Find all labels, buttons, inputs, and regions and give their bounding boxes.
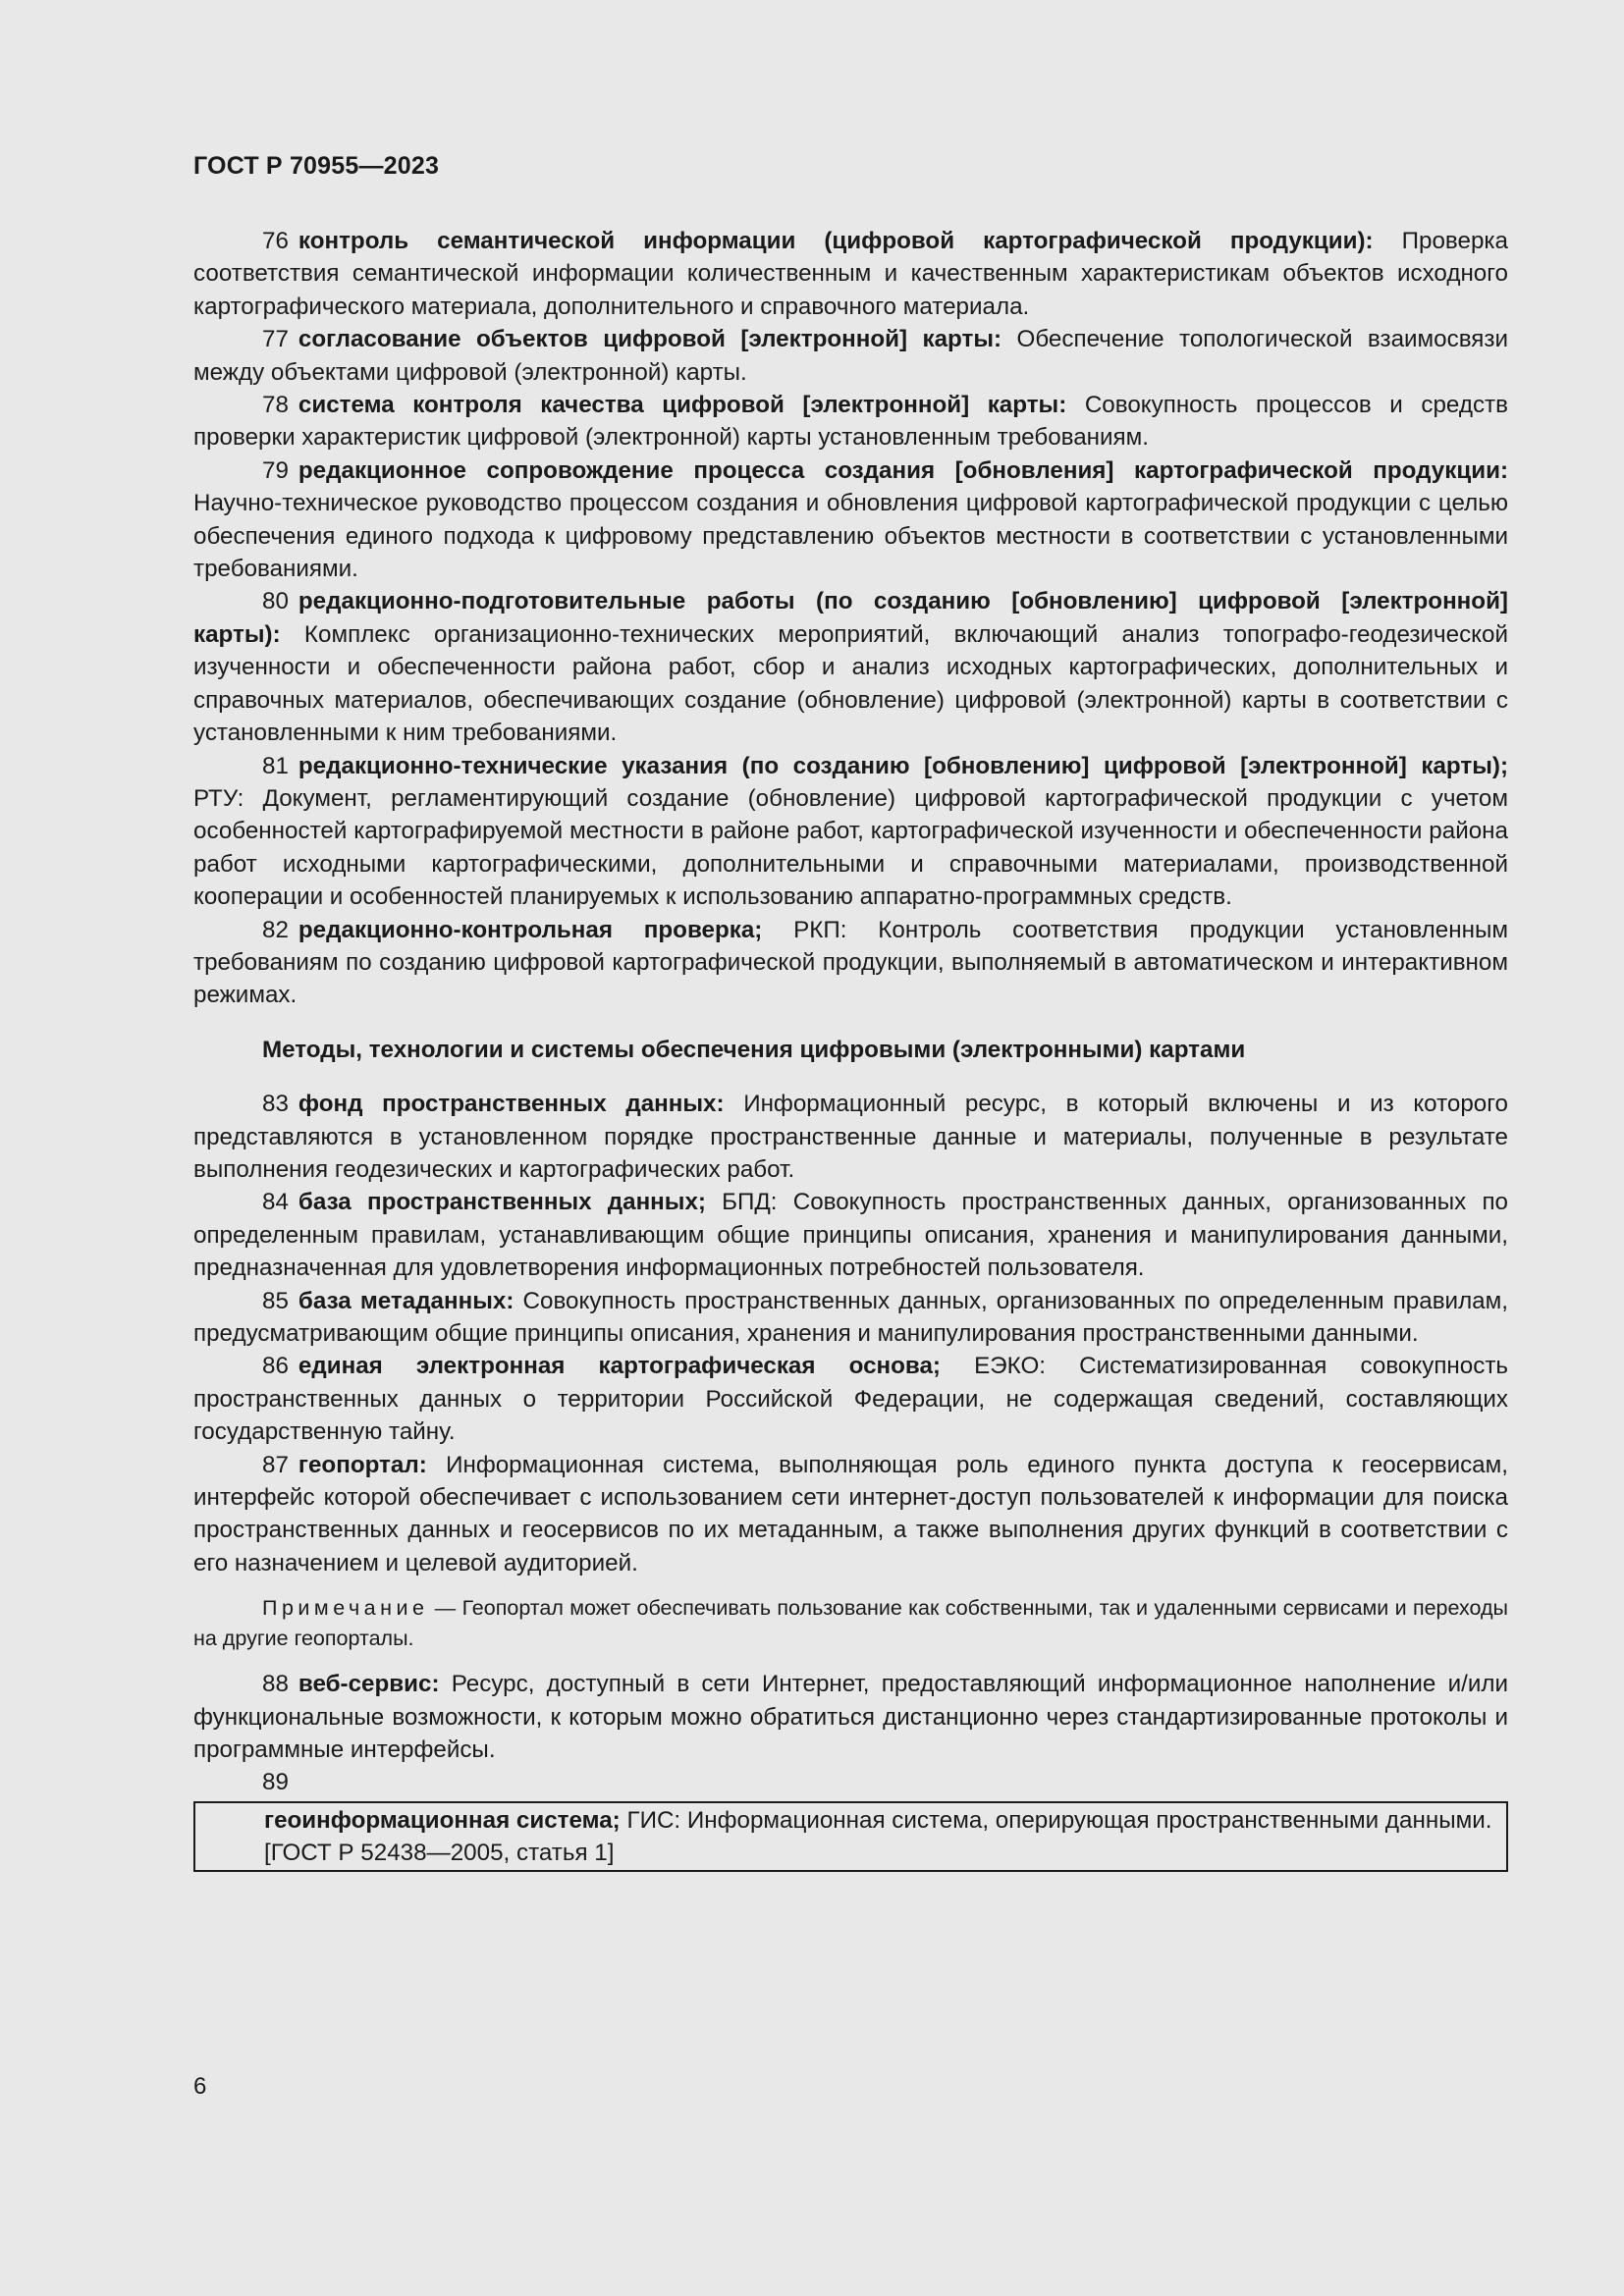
term-definition: Проверка соответствия семантической информации количественным и качественным характеристикам объектов исходного картографического материала, дополнительного и справочного материала. [193,228,1508,320]
term-title: согласование объектов цифровой [электронной] карты: [298,326,1002,353]
term-definition: ГИС: Информационная система, оперирующая пространственными данными. [626,1806,1492,1834]
standard-reference-box [193,1801,1508,1872]
term-title: фонд пространственных данных: [298,1091,725,1118]
term-number: 88 [262,1671,289,1698]
term-entry-77 [193,323,1508,389]
term-definition: РКП: Контроль соответствия продукции установленным требованиям по созданию цифровой картографической продукции, выполняемый в автоматическом и интерактивном режимах. [193,916,1508,1009]
term-definition: Обеспечение топологической взаимосвязи между объектами цифровой (электронной) карты. [193,326,1508,386]
term-definition: ЕЭКО: Систематизированная совокупность пространственных данных о территории Российской Федерации, не содержащая сведений, составляющих государственную тайну. [193,1353,1508,1446]
page-content [193,225,1508,1872]
term-entry-79 [193,454,1508,586]
term-number: 83 [262,1091,289,1118]
term-title: контроль семантической информации (цифровой картографической продукции): [298,228,1374,254]
term-number: 85 [262,1287,289,1314]
term-entry-81 [193,750,1508,914]
term-entry-80 [193,585,1508,749]
term-entry-84 [193,1186,1508,1284]
term-definition: БПД: Совокупность пространственных данных, организованных по определенным правилам, устанавливающим общие принципы описания, хранения и манипулирования данными, предназначенная для удовлетворения информационных потребностей пользователя. [193,1189,1508,1282]
section-title: Методы, технологии и системы обеспечения цифровыми (электронными) картами [262,1036,1246,1063]
term-number: 86 [262,1353,289,1380]
term-title: геопортал: [298,1451,427,1478]
term-number: 77 [262,326,289,353]
document-header: ГОСТ Р 70955—2023 [193,152,440,180]
term-definition: Информационный ресурс, в который включены и из которого представляются в установленном порядке пространственные данные и материалы, полученные в результате выполнения геодезических и картографических работ. [193,1091,1508,1183]
term-definition: РТУ: Документ, регламентирующий создание (обновление) цифровой картографической продукции с учетом особенностей картографируемой местности в районе работ, картографической изученности и обеспеченности района работ исходными картографическими, дополнительными и справочными материалами, производственной кооперации и особенностей планируемых к использованию аппаратно-программных средств. [193,784,1508,911]
term-number: 87 [262,1451,289,1478]
term-number: 80 [262,588,289,615]
term-number: 76 [262,228,289,254]
term-title: единая электронная картографическая основа; [298,1353,941,1380]
term-title: система контроля качества цифровой [электронной] карты: [298,392,1067,419]
note-block [193,1593,1508,1654]
term-title: геоинформационная система; [264,1806,621,1834]
term-title: база метаданных: [298,1287,514,1314]
term-definition: Совокупность пространственных данных, организованных по определенным правилам, предусматривающим общие принципы описания, хранения и манипулирования пространственными данными. [193,1287,1508,1347]
page-number: 6 [193,2073,207,2100]
term-definition: Комплекс организационно-технических мероприятий, включающий анализ топографо-геодезической изученности и обеспеченности района работ, сбор и анализ исходных картографических, дополнительных и справочных материалов, обеспечивающих создание (обновление) цифровой (электронной) карты в соответствии с установленными к ним требованиями. [193,620,1508,747]
term-number-89: 89 [262,1769,289,1796]
term-entry-78 [193,389,1508,454]
term-title: редакционно-контрольная проверка; [298,916,763,943]
note-label: Примечание [262,1596,429,1621]
term-title: веб-сервис: [298,1671,440,1698]
term-number: 81 [262,752,289,779]
term-number: 79 [262,456,289,484]
term-definition: Совокупность процессов и средств проверки характеристик цифровой (электронной) карты установленным требованиям. [193,392,1508,452]
standard-reference: [ГОСТ Р 52438—2005, статья 1] [264,1840,615,1867]
term-entry-88 [193,1668,1508,1766]
term-title: база пространственных данных; [298,1189,706,1216]
term-entry-82 [193,914,1508,1012]
term-definition: Информационная система, выполняющая роль единого пункта доступа к геосервисам, интерфейс которой обеспечивает с использованием сети интернет-доступ пользователей к информации для поиска пространственных данных и геосервисов по их метаданным, а также выполнения других функций в соответствии с его назначением и целевой аудиторией. [193,1451,1508,1576]
term-entry-86 [193,1350,1508,1448]
term-entry-89 [201,1804,1500,1837]
term-entry-76 [193,225,1508,323]
term-entry-85 [193,1285,1508,1351]
term-title: редакционное сопровождение процесса создания [обновления] картографической продукции: [298,456,1508,484]
term-title: редакционно-подготовительные работы (по созданию [обновлению] цифровой [электронной] карты): [193,588,1508,648]
term-number: 82 [262,916,289,943]
term-number: 78 [262,392,289,419]
term-entry-83 [193,1088,1508,1186]
note-text: — Геопортал может обеспечивать пользование как собственными, так и удаленными сервисами и переходы на другие геопорталы. [193,1596,1508,1651]
term-definition: Научно-техническое руководство процессом создания и обновления цифровой картографической продукции с целью обеспечения единого подхода к цифровому представлению объектов местности в соответствии с установленными требованиями. [193,490,1508,583]
term-title: редакционно-технические указания (по созданию [обновлению] цифровой [электронной] карты); [298,752,1508,779]
term-entry-87 [193,1449,1508,1580]
term-definition: Ресурс, доступный в сети Интернет, предоставляющий информационное наполнение и/или функциональные возможности, к которым можно обратиться дистанционно через стандартизированные протоколы и программные интерфейсы. [193,1671,1508,1764]
term-number: 84 [262,1189,289,1216]
